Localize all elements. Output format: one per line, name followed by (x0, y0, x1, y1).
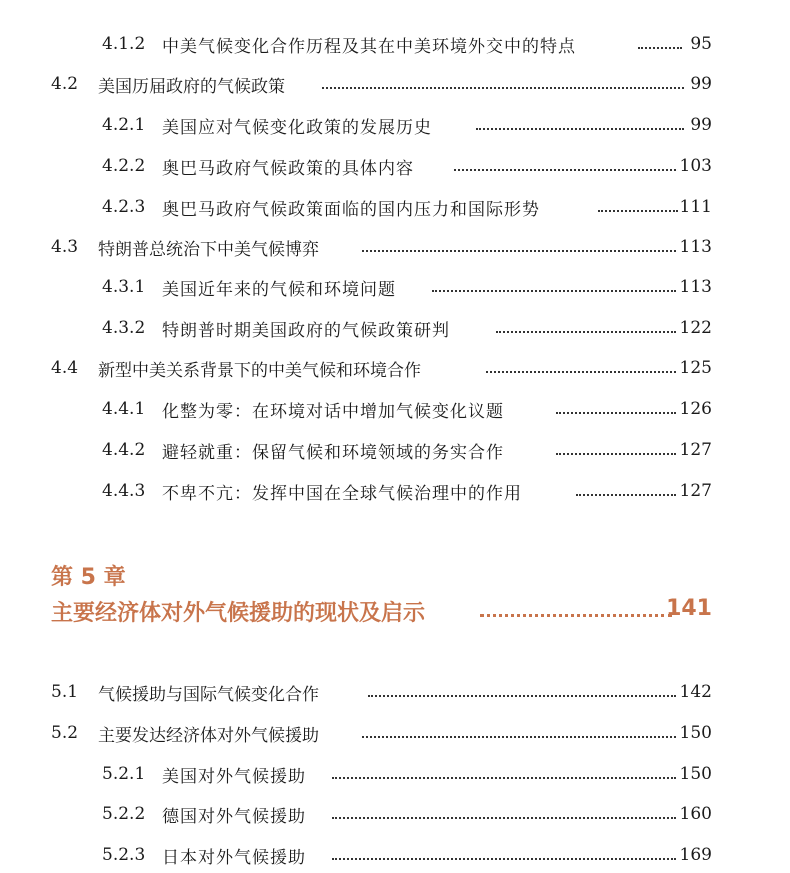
toc-entry-4-2[interactable] (0, 69, 790, 99)
entry-number: 4.1.2 (102, 34, 146, 54)
dot-leader (332, 858, 676, 860)
entry-page: 142 (679, 682, 712, 702)
toc-entry-4-3-2[interactable] (0, 313, 790, 343)
entry-number: 5.2.3 (102, 845, 146, 865)
entry-number: 5.2.1 (102, 764, 146, 784)
entry-title: 德国对外气候援助 (162, 806, 306, 827)
entry-title: 气候援助与国际气候变化合作 (98, 684, 319, 705)
toc-entry-5-1[interactable] (0, 677, 790, 707)
dot-leader (556, 412, 676, 414)
entry-number: 4.2.3 (102, 197, 146, 217)
dot-leader (496, 331, 676, 333)
entry-number: 4.2.1 (102, 115, 146, 135)
entry-page: 99 (690, 74, 712, 94)
toc-entry-4-4[interactable] (0, 353, 790, 383)
entry-number: 5.1 (51, 682, 79, 702)
entry-title: 特朗普总统治下中美气候博弈 (98, 239, 319, 260)
toc-entry-4-3[interactable] (0, 232, 790, 262)
chapter-page: 141 (666, 596, 712, 621)
entry-title: 奥巴马政府气候政策面临的国内压力和国际形势 (162, 199, 540, 220)
entry-page: 95 (690, 34, 712, 54)
entry-number: 4.3 (51, 237, 79, 257)
dot-leader (576, 494, 676, 496)
entry-number: 5.2 (51, 723, 79, 743)
entry-page: 126 (679, 399, 712, 419)
toc-entry-5-2-2[interactable] (0, 799, 790, 829)
entry-title: 中美气候变化合作历程及其在中美环境外交中的特点 (162, 36, 576, 57)
entry-page: 127 (679, 440, 712, 460)
entry-number: 4.2 (51, 74, 79, 94)
toc-entry-5-2-3[interactable] (0, 840, 790, 870)
chapter-label: 第 5 章 (51, 565, 126, 590)
entry-number: 4.4 (51, 358, 79, 378)
dot-leader (432, 290, 676, 292)
dot-leader (476, 128, 684, 130)
entry-title: 美国对外气候援助 (162, 766, 306, 787)
entry-number: 5.2.2 (102, 804, 146, 824)
toc-entry-4-2-3[interactable] (0, 192, 790, 222)
dot-leader (556, 453, 676, 455)
toc-entry-4-4-2[interactable] (0, 435, 790, 465)
entry-page: 127 (679, 481, 712, 501)
entry-title: 主要发达经济体对外气候援助 (98, 725, 319, 746)
entry-title: 不卑不亢：发挥中国在全球气候治理中的作用 (162, 483, 522, 504)
entry-title: 特朗普时期美国政府的气候政策研判 (162, 320, 450, 341)
entry-number: 4.3.1 (102, 277, 146, 297)
entry-page: 99 (690, 115, 712, 135)
dot-leader (332, 777, 676, 779)
chapter-title: 主要经济体对外气候援助的现状及启示 (51, 601, 426, 626)
entry-title: 化整为零：在环境对话中增加气候变化议题 (162, 401, 504, 422)
entry-page: 150 (679, 764, 712, 784)
toc-entry-5-2[interactable] (0, 718, 790, 748)
toc-entry-4-2-1[interactable] (0, 110, 790, 140)
entry-title: 奥巴马政府气候政策的具体内容 (162, 158, 414, 179)
dot-leader (480, 614, 672, 617)
dot-leader (486, 371, 676, 373)
entry-page: 111 (679, 197, 712, 217)
entry-page: 169 (679, 845, 712, 865)
toc-entry-4-1-2[interactable] (0, 29, 790, 59)
entry-title: 新型中美关系背景下的中美气候和环境合作 (98, 360, 421, 381)
entry-title: 美国应对气候变化政策的发展历史 (162, 117, 432, 138)
entry-number: 4.4.3 (102, 481, 146, 501)
entry-title: 避轻就重：保留气候和环境领域的务实合作 (162, 442, 504, 463)
dot-leader (598, 210, 678, 212)
entry-title: 日本对外气候援助 (162, 847, 306, 868)
dot-leader (332, 817, 676, 819)
toc-entry-chapter-5[interactable] (0, 596, 790, 628)
toc-entry-4-2-2[interactable] (0, 151, 790, 181)
toc-entry-5-2-1[interactable] (0, 759, 790, 789)
entry-page: 103 (679, 156, 712, 176)
entry-page: 113 (679, 277, 712, 297)
dot-leader (322, 87, 684, 89)
entry-number: 4.3.2 (102, 318, 146, 338)
dot-leader (362, 250, 676, 252)
entry-page: 122 (679, 318, 712, 338)
entry-page: 150 (679, 723, 712, 743)
entry-title: 美国历届政府的气候政策 (98, 76, 285, 97)
entry-number: 4.4.1 (102, 399, 146, 419)
toc-entry-4-4-1[interactable] (0, 394, 790, 424)
entry-number: 4.4.2 (102, 440, 146, 460)
entry-page: 113 (679, 237, 712, 257)
toc-entry-4-3-1[interactable] (0, 272, 790, 302)
dot-leader (454, 169, 676, 171)
dot-leader (368, 695, 676, 697)
dot-leader (638, 47, 682, 49)
entry-number: 4.2.2 (102, 156, 146, 176)
entry-title: 美国近年来的气候和环境问题 (162, 279, 396, 300)
toc-entry-4-4-3[interactable] (0, 476, 790, 506)
entry-page: 125 (679, 358, 712, 378)
dot-leader (362, 736, 676, 738)
entry-page: 160 (679, 804, 712, 824)
